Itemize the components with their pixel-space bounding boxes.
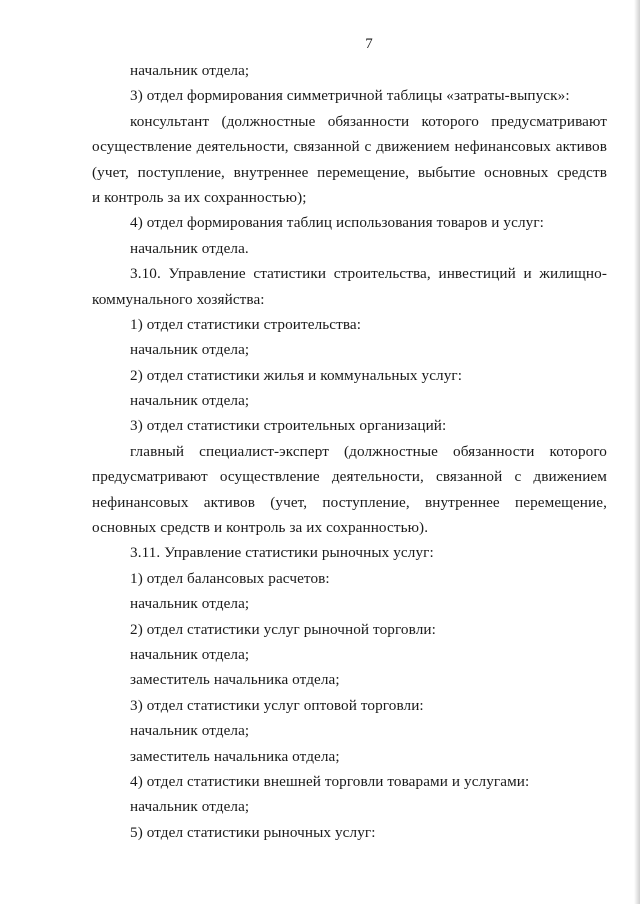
text-line: начальник отдела.	[130, 239, 249, 257]
text-line: начальник отдела;	[130, 62, 250, 79]
text-line: (учет, поступление, внутреннее перемещение, выбытие основных средств	[92, 163, 607, 181]
text-line: 3) отдел статистики услуг оптовой торговли:	[130, 696, 424, 714]
text-line: 3) отдел формирования симметричной таблицы «затраты-выпуск»:	[130, 87, 570, 105]
page-number: 7	[365, 36, 373, 52]
text-line: коммунального хозяйства:	[92, 290, 265, 308]
text-line: начальник отдела;	[130, 645, 250, 663]
document-body	[92, 58, 607, 845]
text-line: и контроль за их сохранностью);	[92, 188, 307, 206]
text-line: консультант (должностные обязанности которого предусматривают	[130, 112, 607, 130]
text-line: 3.11. Управление статистики рыночных услуг:	[130, 544, 434, 562]
text-line: начальник отдела;	[130, 595, 250, 613]
text-line: предусматривают осуществление деятельности, связанной с движением	[92, 468, 607, 486]
text-line: 5) отдел статистики рыночных услуг:	[130, 823, 376, 841]
text-line: осуществление деятельности, связанной с движением нефинансовых активов	[92, 138, 607, 156]
text-line: заместитель начальника отдела;	[130, 747, 340, 765]
text-line: начальник отдела;	[130, 341, 250, 359]
text-line: 3.10. Управление статистики строительства, инвестиций и жилищно-	[130, 265, 607, 283]
text-line: 1) отдел статистики строительства:	[130, 315, 362, 333]
text-line: 2) отдел статистики услуг рыночной торговли:	[130, 620, 436, 638]
text-line: начальник отдела;	[130, 392, 250, 410]
text-line: нефинансовых активов (учет, поступление, внутреннее перемещение,	[92, 493, 607, 511]
text-line: 4) отдел формирования таблиц использования товаров и услуг:	[130, 214, 544, 232]
text-line: главный специалист-эксперт (должностные обязанности которого	[130, 442, 607, 460]
page-edge-shadow	[634, 0, 640, 904]
text-line: начальник отдела;	[130, 722, 250, 740]
text-line: начальник отдела;	[130, 798, 250, 816]
text-line: 1) отдел балансовых расчетов:	[130, 569, 330, 587]
text-line: 3) отдел статистики строительных организаций:	[130, 417, 447, 435]
text-line: 2) отдел статистики жилья и коммунальных услуг:	[130, 366, 463, 384]
text-line: заместитель начальника отдела;	[130, 671, 340, 689]
text-line: основных средств и контроль за их сохранностью).	[92, 519, 429, 537]
text-line: 4) отдел статистики внешней торговли товарами и услугами:	[130, 772, 530, 790]
